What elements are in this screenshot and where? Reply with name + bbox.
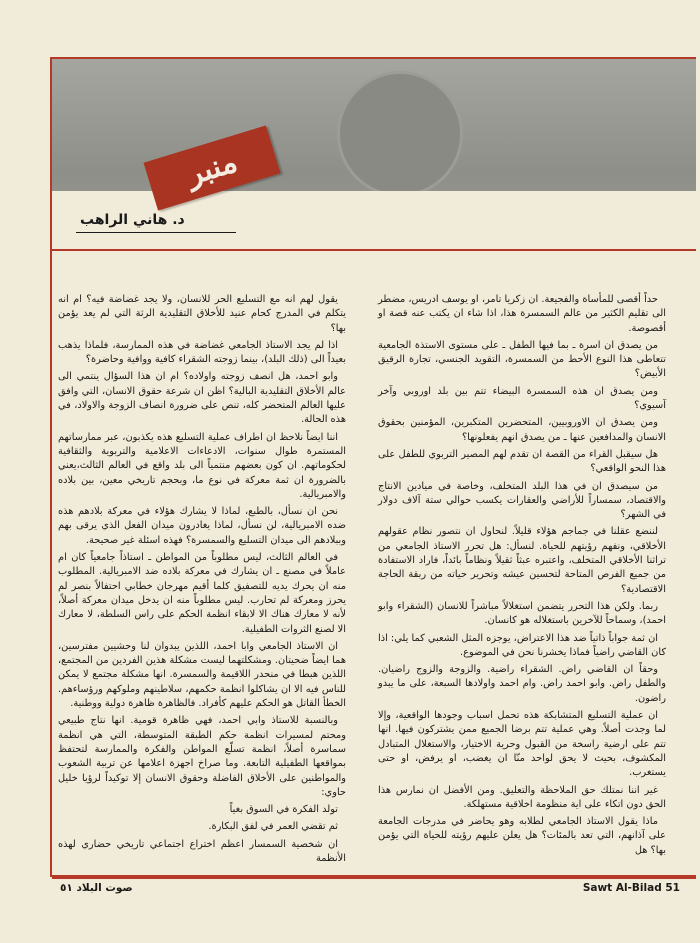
- paragraph: ماذا يقول الاستاذ الجامعي لطلابه وهو يحاضر في مدرجات الجامعة على آذانهم، التي تعد بالمئات؟ هل يعلن عليهم رؤيته للحياة التي يؤمن بها؟ هل: [378, 816, 666, 856]
- paragraph: ومن يصدق ان الاوروبيين، المتحضرين المتكبرين، المؤمنين بحقوق الانسان والمدافعين عنها ـ من يصدق انهم يفعلونها؟: [378, 417, 666, 443]
- paragraph: وبالنسبة للاستاذ وابي احمد، فهي ظاهرة قومية. انها نتاج طبيعي ومحتم لمسيرات انظمة حكم الطبقة المتوسطة، التي هي انظمة سماسرة أصلاً، انظمة تسلّع المواطن والفكرة والممارسة لتحتفظ بمواقعها الطفيلية التابعة. وما صراخ اجهزة اعلامها عن تربية الشعوب والمواطنين على الأخلاق الفاضلة وحقوق الانسان إلا توكيداً لرؤيا خليل حاوي:: [58, 715, 346, 798]
- paragraph: يقول لهم انه مع التسليع الحر للانسان، ولا يجد غضاضة فيه؟ ام انه يتكلم في المدرج كحام عنيد للأخلاق التقليدية الرثة التي لم يعد يؤمن بها؟: [58, 294, 346, 334]
- article-column-right: [378, 293, 666, 861]
- paragraph: حداً أقصى للمأساة والفجيعة. ان زكريا تامر، او يوسف ادريس، مضطر الى تقليم الكثير من عالم السمسرة هذا، اذا شاء ان يكتب عنه قصة او أقصوصة.: [378, 294, 666, 334]
- paragraph: هل سيقبل القراء من القصة ان تقدم لهم المصير التربوي للطفل على هذا النحو الواقعي؟: [378, 448, 666, 475]
- paragraph: ان شخصية السمسار اعظم اختراع اجتماعي تاريخي حضاري لهذه الأنظمة: [58, 838, 346, 864]
- paragraph: ان عملية التسليع المتشابكة هذه تحمل اسباب وجودها الواقعية، وإلا لما وجدت أصلاً. وهي عملية تتم برضا الجميع ممن يشتركون فيها. انها تتم على ارضية راسخة من القبول وحرية الاختيار، والاستغلال المتبادل المكشوف، بحيث لا يحق لواحد منّا ان يغضب، او يرفض، او حتى يستغرب.: [378, 710, 666, 779]
- poem-line: ثم تقضي العمر في لفق البكارة.: [208, 821, 338, 833]
- paragraph: ومن يصدق ان هذه السمسرة البيضاء تتم بين بلد اوروبي وآخر آسيوي؟: [378, 385, 666, 412]
- paragraph: وابو احمد، هل انصف زوجته واولاده؟ ام ان هذا السؤال ينتمي الى عالم الأخلاق التقليدية البالية؟ اظن ان شرعة حقوق الانسان، التي وافق عليها العالم المتحضر كله، تنص على ضرورة انصاف الزوجة والاولاد، في هذه الحالة.: [58, 371, 346, 426]
- paragraph: من يصدق ان اسرة ـ بما فيها الطفل ـ على مستوى الاستذة الجامعية تتعاطى هذا النوع الأحط من السمسرة، التقويد الجنسي، تجارة الرقيق الأبيض؟: [378, 339, 666, 380]
- paragraph: ربما. ولكن هذا التحرر يتضمن استغلالاً مباشراً للانسان (الشقراء وابو احمد)، وسماحاً للآخرين باستغلاله هو كانسان.: [378, 600, 666, 627]
- author-underline: [76, 232, 236, 233]
- paragraph: ان الاستاذ الجامعي وابا احمد، اللذين يبدوان لنا وحشيين مفترسين، هما ايضاً ضحيتان. ومشكلتهما ليست مشكلة هذين الفردين من المجتمع، اللذين هبطا في منحدر اللاقيمة والسمسرة. انها مشكلة مجتمع لا يمكن للناس فيه الا ان يشاكلوا انظمة حكمهم، سلاطينهم وملوكهم ورؤساءهم. الخطأ القاتل هو الحكم عليهم كأفراد. فالظاهرة ظاهرة دولية ووطنية.: [58, 640, 346, 710]
- paragraph: اننا ايضاً نلاحظ ان اطراف عملية التسليع هذه يكذبون، عبر ممارساتهم المستمرة طوال سنوات، الادعاءات الاعلامية والتربوية والثقافية لحكوماتهم. ان كون بعضهم منتمياً الى بلد واقع في العالم الثالث،يعني بالضرورة ان ثمة معركة في نوع ما، وبحجم تاريخي معين، بين بلاده والامبريالية.: [58, 431, 346, 500]
- footer-divider: [52, 877, 696, 879]
- paragraph: اذا لم يجد الاستاذ الجامعي غضاضة في هذه الممارسة، فلماذا يذهب بعيداً الى (ذلك البلد)، بينما زوجته الشقراء كافية ووافية وحاضرة؟: [58, 339, 346, 366]
- paragraph: وحقاً ان القاضي راض. الشقراء راضية. والزوجة والزوج راضيان. والطفل راض. وابو احمد راض. وام احمد واولادها السبعة، على ما يبدو راضون.: [378, 664, 666, 704]
- paragraph: ان ثمة جواباً ذاتياً ضد هذا الاعتراض، يوجزه المثل الشعبي كما يلي: اذا كان القاضي راضياً فماذا يخشرنا نحن في الموضوع.: [378, 632, 666, 658]
- paragraph: لننضع عقلنا في جماجم هؤلاء قليلاً. لنحاول ان نتصور نظام عقولهم الأخلاقي، ونفهم رؤيتهم للحياة. لنسأل: هل تحرر الاستاذ الجامعي من تراثنا الأخلاقي المتخلف، واعتبره عبثاً ثقيلاً ونظاماً بائداً، فاراد الاستفادة من جميع الفرص المتاحة لتحسين عيشه وتحرير حياته من ربقة الحاجة الاقتصادية؟: [378, 526, 666, 595]
- paragraph: في العالم الثالث، ليس مطلوباً من المواطن ـ استاذاً جامعياً كان ام عاملاً في مصنع ـ ان يشارك في معركة بلاده ضد الامبريالية. المطلوب منه ان يحرك يديه للتصفيق كلما أقيم مهرجان خطابي احتفالاً بنصر لم يحرز ومعركة لم تحارب. ليس مطلوباً منه ان يدخل ميدان معركة أصلاً، لأنه لا معارك هناك الا لابقاء انظمة الحكم على راس السلطة، لا معارك الا لصنع الثروات الطفيلية.: [58, 552, 346, 635]
- footer-page-arabic: صوت البلاد ٥١: [60, 882, 133, 894]
- paragraph: نحن ان نسأل، بالطبع، لماذا لا يشارك هؤلاء في معركة بلادهم هذه ضده الامبريالية، لن نسأل، لماذا يغادرون ميدان الفعل الذي يرقى بهم وببلادهم الى ميدان التسليع والسمسرة؟ فهذه اسئلة غير صحيحة.: [58, 506, 346, 546]
- poem-line: تولد الفكرة في السوق بغياً: [229, 804, 338, 816]
- section-label: منبر: [182, 143, 242, 193]
- author-name: د. هاني الراهب: [80, 212, 185, 228]
- banner-emblem: [337, 71, 463, 197]
- article-column-left: [58, 293, 346, 869]
- footer-page-english: Sawt Al-Bilad 51: [582, 882, 680, 894]
- paragraph: من سيصدق ان في هذا البلد المتخلف، وخاصة في ميادين الانتاج والاقتصاد، سمساراً للأراضي والعقارات يكسب حوالي ستة آلاف دولار في الشهر؟: [378, 480, 666, 521]
- header-divider: [52, 249, 696, 251]
- paragraph: غير اننا نمتلك حق الملاحظة والتعليق. ومن الأفضل ان نمارس هذا الحق دون اتكاء على اية منظومة اخلاقية مستهلكة.: [378, 784, 666, 810]
